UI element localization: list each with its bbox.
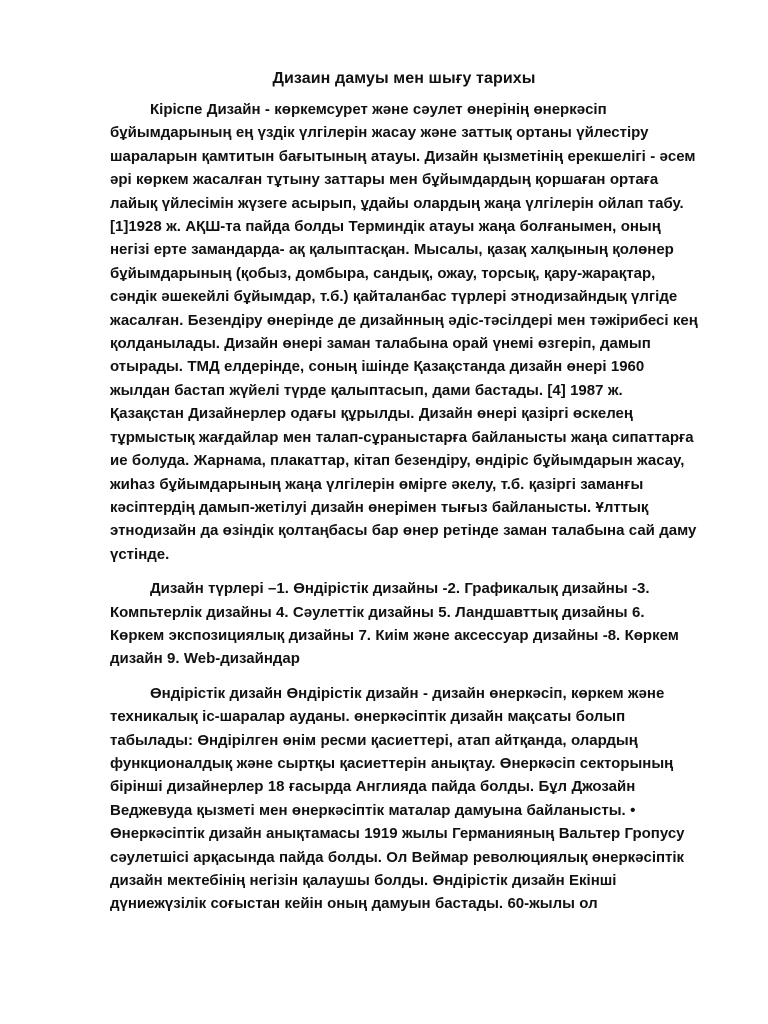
document-title: Дизаин дамуы мен шығу тарихы xyxy=(272,70,536,87)
paragraph-introduction: Кіріспе Дизайн - көркемсурет және сәулет өнерінің өнеркәсіп бұйымдарының ең үздік үлгілерін жасау және заттық ортаны үйлестіру шараларын қамтитын бағытының атауы. Дизайн қызметінің ерекшелігі - әсем әрі көркем жасалған тұтыну заттары мен бұйымдардың қоршаған ортаға лайық үйлесімін жүзеге асырып, ұдайы олардың жаңа үлгілерін ойлап табу.[1]1928 ж. АҚШ-та пайда болды Терминдік атауы жаңа болғанымен, оның негізі ерте замандарда- ақ қалыптасқан. Мысалы, қазақ халқының қолөнер бұйымдарының (қобыз, домбыра, сандық, ожау, торсық, қару-жарақтар, сәндік әшекейлі бұйымдар, т.б.) қайталанбас түрлері этнодизайндық үлгіде жасалған. Безендіру өнерінде де дизайнның әдіс-тәсілдері мен тәжірибесі кең қолданылады. Дизайн өнері заман талабына орай үнемі өзгеріп, дамып отырады. ТМД елдерінде, соның ішінде Қазақстанда дизайн өнері 1960 жылдан бастап жүйелі түрде қалыптасып, дами бастады. [4] 1987 ж. Қазақстан Дизайнерлер одағы құрылды. Дизайн өнері қазіргі өскелең тұрмыстық жағдайлар мен талап-сұраныстарға байланысты жаңа сипаттарға ие болуда. Жарнама, плакаттар, кітап безендіру, өндіріс бұйымдарын жасау, жиһаз бұйымдарының жаңа үлгілерін өмірге әкелу, т.б. қазіргі заманғы кәсіптердің дамып-жетілуі дизайн өнерімен тығыз байланысты. Ұлттық этнодизайн да өзіндік қолтаңбасы бар өнер ретінде заман талабына сай даму үстінде. xyxy=(110,101,698,563)
paragraph-industrial-design: Өндірістік дизайн Өндірістік дизайн - дизайн өнеркәсіп, көркем және техникалық іс-шаралар ауданы. өнеркәсіптік дизайн мақсаты болып табылады: Өндірілген өнім ресми қасиеттері, атап айтқанда, олардың функционалдық және сыртқы қасиеттерін анықтау. Өнеркәсіп секторының бірінші дизайнерлер 18 ғасырда Англияда пайда болды. Бұл Джозайн Веджевуда қызметі мен өнеркәсіптік маталар дамуына байланысты. • Өнеркәсіптік дизайн анықтамасы 1919 жылы Германияның Вальтер Гропусу сәулетшісі арқасында пайда болды. Ол Веймар революциялық өнеркәсіптік дизайн мектебінің негізін қалаушы болды. Өндірістік дизайн Екінші дүниежүзілік соғыстан кейін оның дамуын бастады. 60-жылы ол xyxy=(110,684,685,913)
paragraph-design-types: Дизайн түрлері –1. Өндірістік дизайны -2. Графикалық дизайны -3. Компьтерлік дизайны 4. Сәулеттік дизайны 5. Ландшавттық дизайны 6. Көркем экспозициялық дизайны 7. Киім және аксессуар дизайны -8. Көркем дизайн 9. Web-дизайндар xyxy=(110,580,679,668)
